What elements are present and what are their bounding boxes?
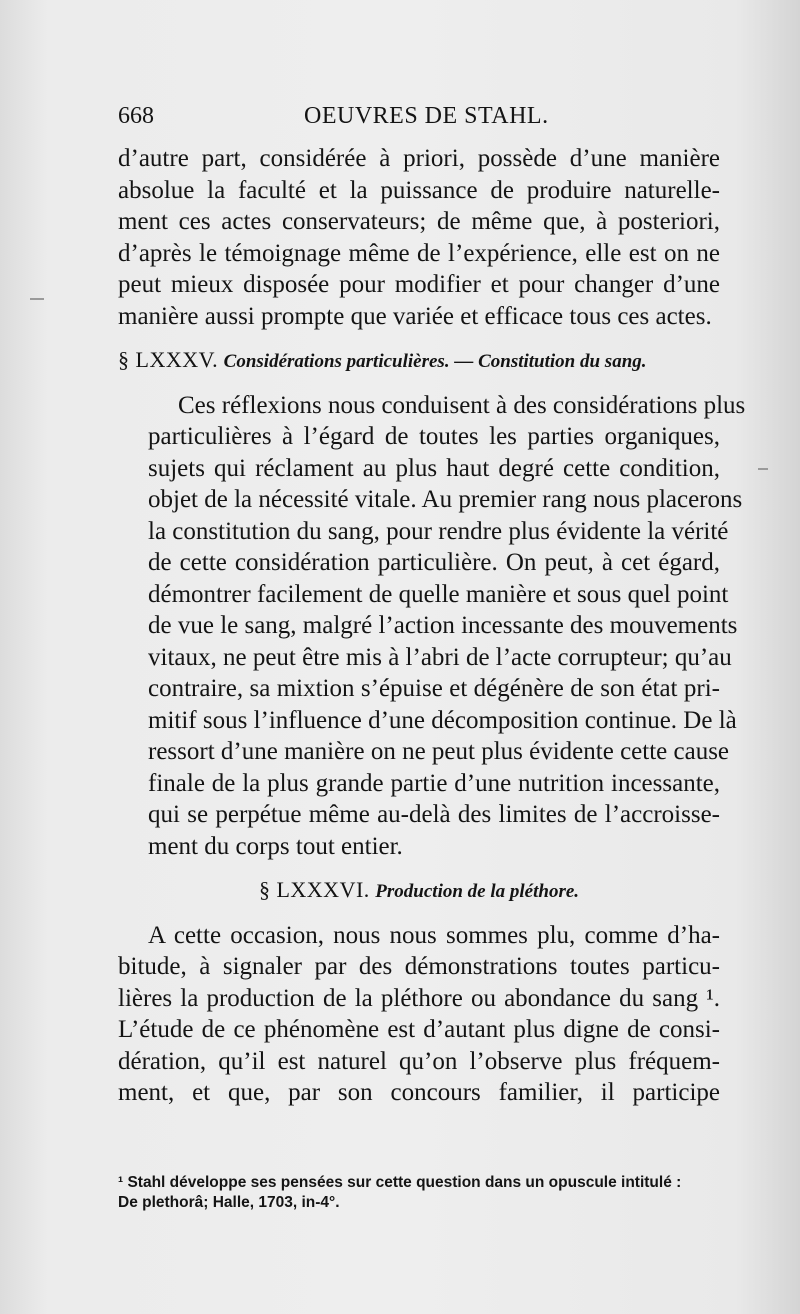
text-line: dération, qu’il est naturel qu’on l’observe plus fréquem- <box>118 1047 720 1075</box>
section-title: Considérations particulières. — Constitution du sang. <box>223 351 647 372</box>
text-line: mitif sous l’influence d’une décomposition continue. De là <box>148 706 737 734</box>
text-line: ressort d’une manière on ne peut plus évidente cette cause <box>148 738 730 765</box>
text-line: sujets qui réclament au plus haut degré cette condition, <box>148 454 720 482</box>
running-header <box>118 103 720 133</box>
text-line: L’étude de ce phénomène est d’autant plus digne de consi- <box>118 1016 720 1043</box>
text-line: A cette occasion, nous nous sommes plu, comme d’ha- <box>148 921 720 949</box>
text-line: démontrer facilement de quelle manière et sous quel point <box>148 580 729 608</box>
footnote <box>118 1173 720 1213</box>
text-line: objet de la nécessité vitale. Au premier rang nous placerons <box>148 486 743 513</box>
paragraph-3 <box>118 920 720 1109</box>
text-line: d’après le témoignage même de l’expérience, elle est on ne <box>118 239 720 267</box>
footnote-line: De plethorâ; Halle, 1703, in-4°. <box>118 1194 340 1211</box>
text-line: d’autre part, considérée à priori, possède d’une manière <box>118 145 720 172</box>
text-line: particulières à l’égard de toutes les parties organiques, <box>148 423 720 450</box>
text-line: peut mieux disposée pour modifier et pour changer d’une <box>118 271 720 298</box>
text-line: qui se perpétue même au-delà des limites de l’accroisse- <box>148 801 720 828</box>
page-body <box>118 143 746 1109</box>
text-line: contraire, sa mixtion s’épuise et dégénère de son état pri- <box>148 675 720 702</box>
text-line: lières la production de la pléthore ou abondance du sang ¹. <box>118 984 720 1012</box>
text-line: absolue la faculté et la puissance de produire naturelle- <box>118 176 720 204</box>
margin-mark <box>758 468 768 470</box>
text-line: ment, et que, par son concours familier, il participe <box>118 1079 720 1106</box>
text-line: finale de la plus grande partie d’une nutrition incessante, <box>148 769 720 797</box>
text-line: ment du corps tout entier. <box>148 832 403 860</box>
section-heading-lxxxv <box>118 344 720 378</box>
text-line: vitaux, ne peut être mis à l’abri de l’acte corrupteur; qu’au <box>148 643 732 671</box>
text-line: de cette considération particulière. On peut, à cet égard, <box>148 549 720 576</box>
section-title: Production de la pléthore. <box>375 881 580 902</box>
text-line: ment ces actes conservateurs; de même que, à posteriori, <box>118 208 720 235</box>
paragraph-2 <box>118 390 746 863</box>
section-heading-lxxxvi <box>118 874 720 908</box>
text-line: Ces réflexions nous conduisent à des considérations plus <box>178 391 746 419</box>
text-line: de vue le sang, malgré l’action incessante des mouvements <box>148 612 738 639</box>
running-title: OEUVRES DE STAHL. <box>304 103 549 129</box>
footnote-line: ¹ Stahl développe ses pensées sur cette question dans un opuscule intitulé : <box>118 1174 682 1191</box>
paragraph-1 <box>118 143 720 332</box>
section-number: § LXXXVI. <box>258 877 370 902</box>
page-number: 668 <box>118 103 154 129</box>
margin-mark <box>30 298 44 300</box>
text-line: manière aussi prompte que variée et efficace tous ces actes. <box>118 302 712 330</box>
section-number: § LXXXV. <box>118 347 219 372</box>
text-line: la constitution du sang, pour rendre plus évidente la vérité <box>148 517 729 545</box>
text-line: bitude, à signaler par des démonstrations toutes particu- <box>118 953 720 980</box>
